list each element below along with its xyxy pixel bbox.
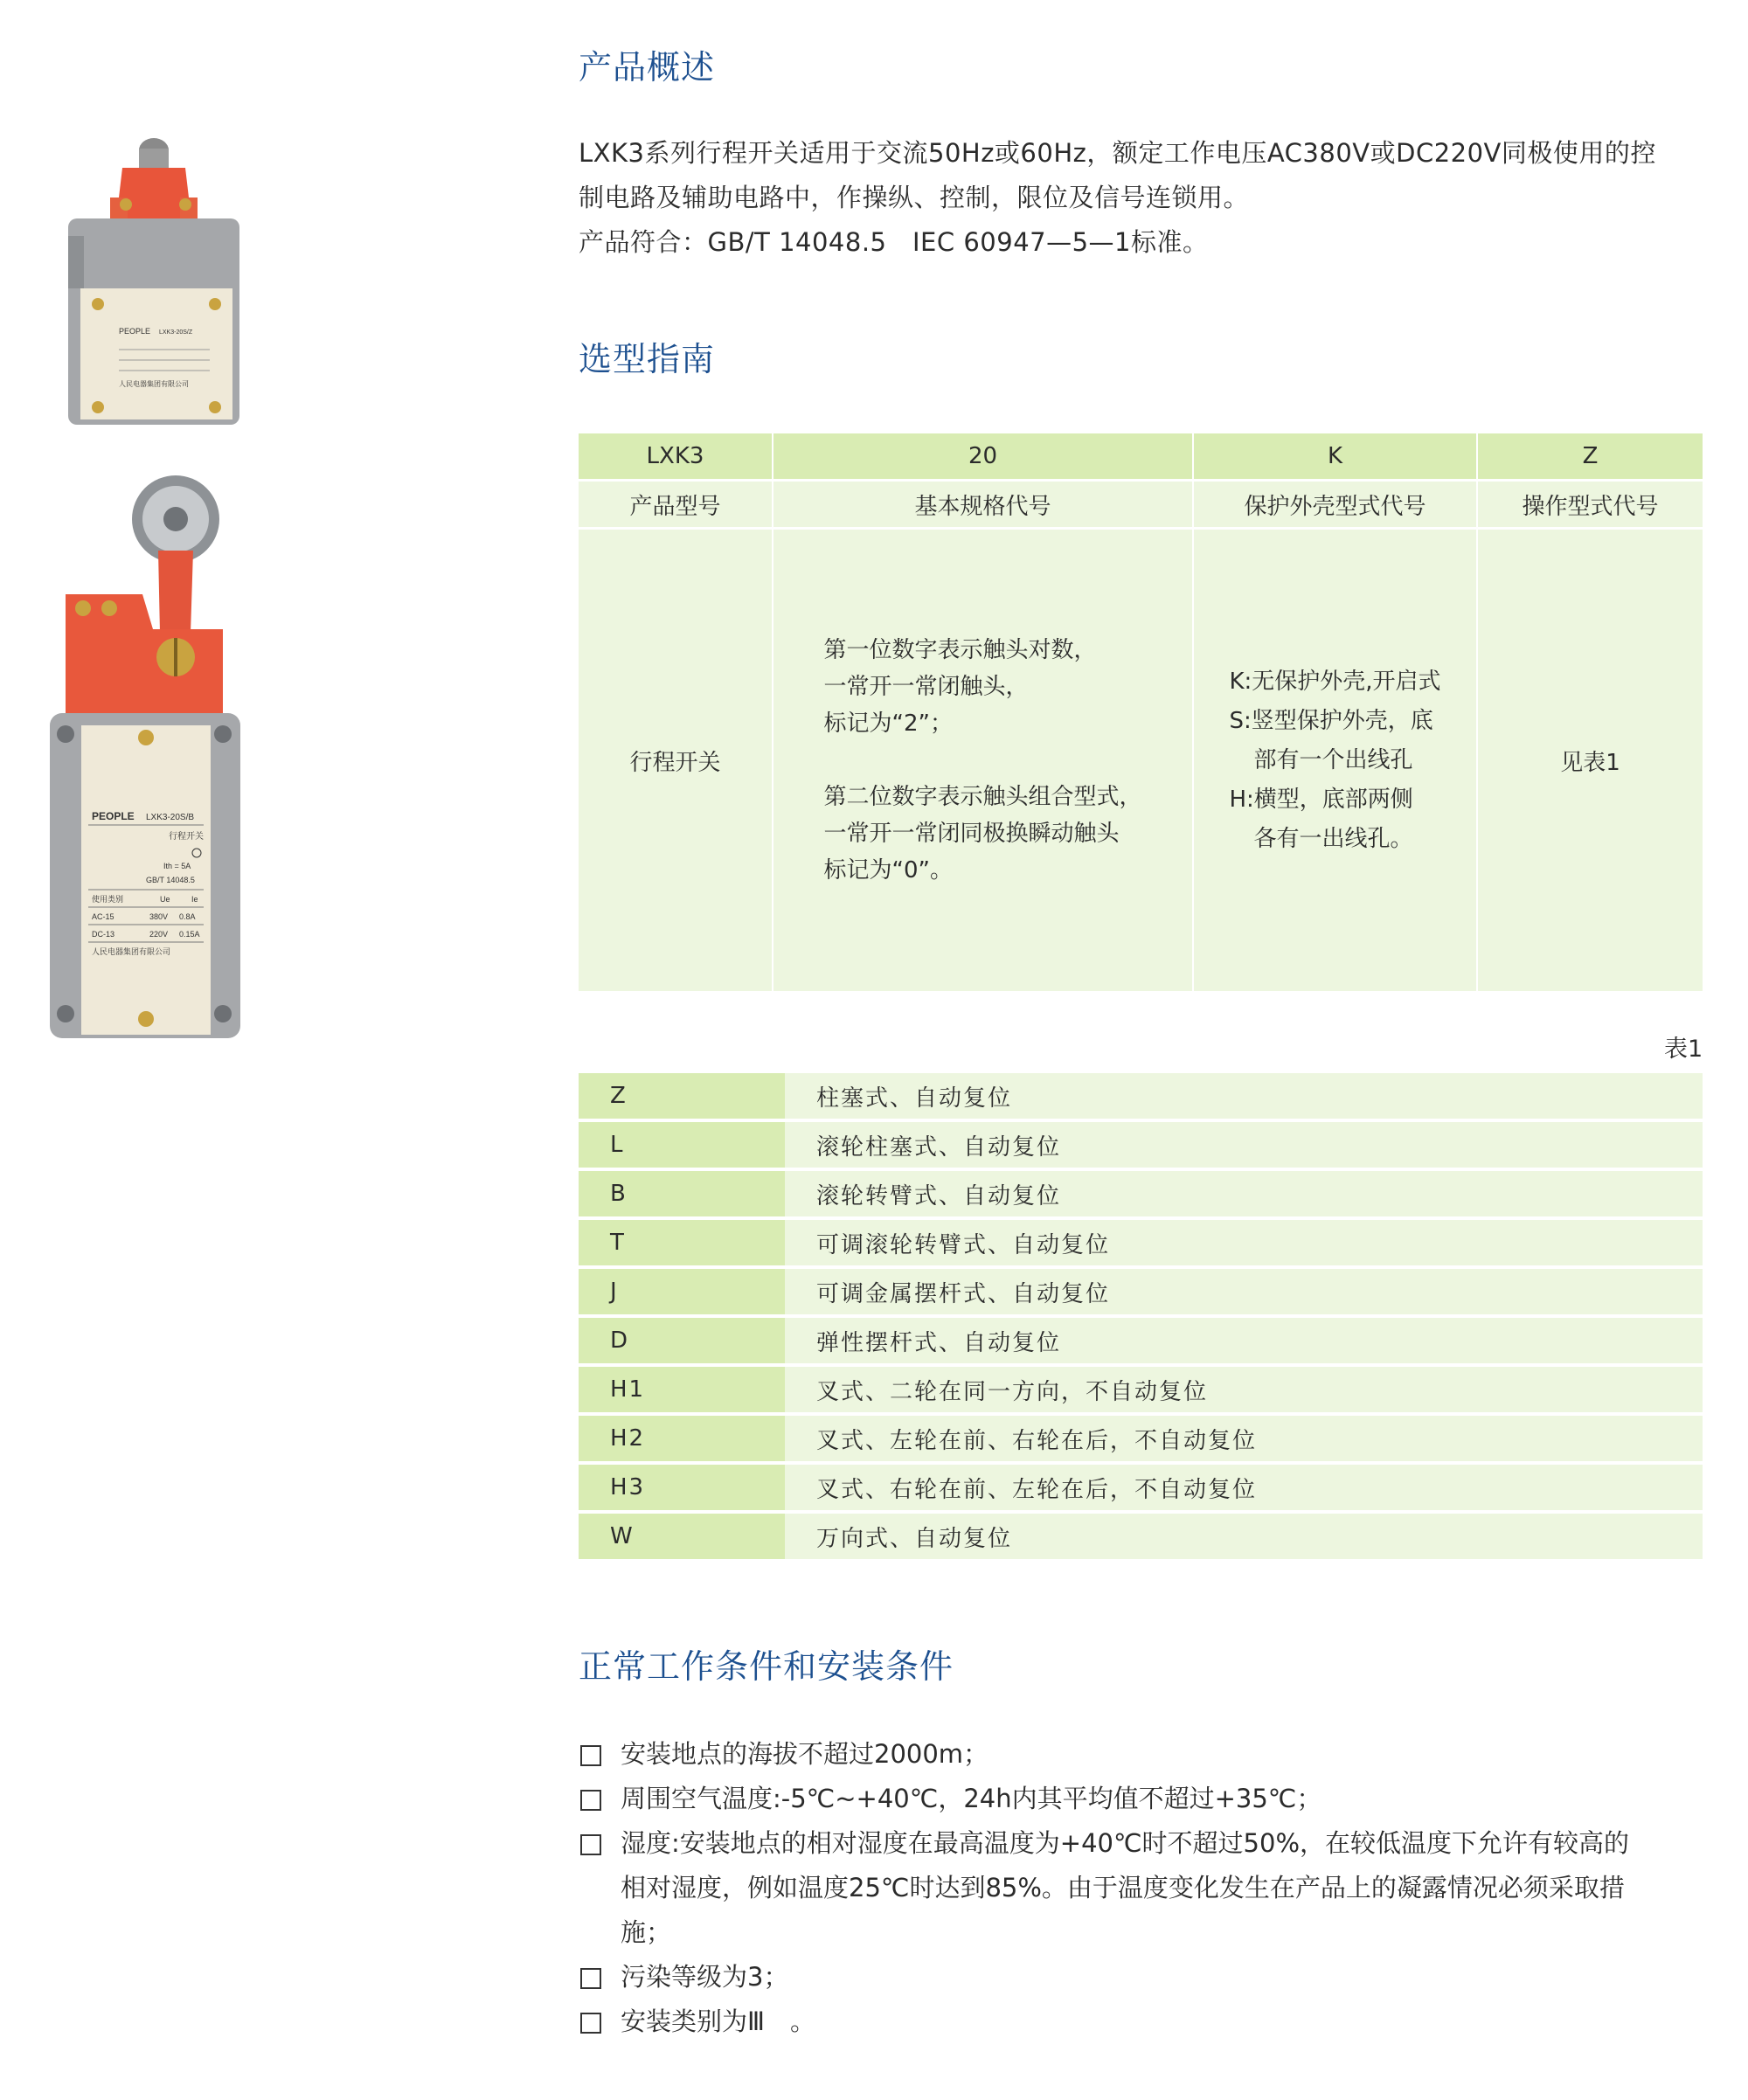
op-desc: 可调滚轮转臂式、自动复位 (785, 1218, 1703, 1267)
selection-table (579, 433, 1703, 991)
product2-ac-current: 0.8A (179, 912, 196, 921)
product1-model: LXK3-20S/Z (159, 329, 193, 336)
name-housing: 保护外壳型式代号 (1193, 481, 1477, 529)
table-row (579, 1316, 1703, 1365)
overview-line: 产品符合：GB/T 14048.5 IEC 60947—5—1标准。 (579, 227, 1209, 257)
code-operation: Z (1477, 433, 1703, 481)
detail-spec (773, 529, 1193, 992)
table-row (579, 1463, 1703, 1512)
op-code: D (579, 1316, 785, 1365)
op-code: B (579, 1169, 785, 1218)
op-code: H2 (579, 1414, 785, 1463)
housing-line: 部有一个出线孔 (1253, 746, 1413, 773)
product-image-plunger-switch (61, 131, 245, 428)
product1-company: 人民电器集团有限公司 (119, 380, 189, 388)
detail-product: 行程开关 (579, 529, 773, 992)
condition-line: 施； (621, 1917, 672, 1947)
product2-dc-voltage: 220V (149, 930, 169, 939)
op-desc: 滚轮转臂式、自动复位 (785, 1169, 1703, 1218)
operation-type-table (579, 1073, 1703, 1563)
detail-operation: 见表1 (1477, 529, 1703, 992)
condition-line: 安装地点的海拔不超过2000m； (621, 1739, 989, 1769)
product2-ue-label: Ue (160, 895, 170, 904)
op-code: L (579, 1120, 785, 1169)
op-desc: 弹性摆杆式、自动复位 (785, 1316, 1703, 1365)
list-item (579, 1821, 1715, 1955)
housing-line: H:横型，底部两侧 (1229, 786, 1413, 813)
detail-housing (1193, 529, 1477, 992)
selection-detail-row (579, 529, 1703, 992)
table-row (579, 1365, 1703, 1414)
code-product: LXK3 (579, 433, 773, 481)
condition-line: 湿度:安装地点的相对湿度在最高温度为+40℃时不超过50%，在较低温度下允许有较高的 (621, 1828, 1629, 1858)
table-row (579, 1414, 1703, 1463)
housing-line: K:无保护外壳,开启式 (1229, 668, 1441, 695)
op-desc: 可调金属摆杆式、自动复位 (785, 1267, 1703, 1316)
product2-model: LXK3-20S/B (146, 813, 195, 822)
op-desc: 滚轮柱塞式、自动复位 (785, 1120, 1703, 1169)
conditions-list (579, 1732, 1715, 2044)
selection-heading: 选型指南 (579, 340, 716, 378)
product-image-roller-lever-switch (48, 472, 258, 1040)
product2-name: 行程开关 (169, 832, 204, 842)
product2-standard: GB/T 14048.5 (146, 876, 195, 884)
product2-rating: Ith = 5A (163, 862, 191, 870)
conditions-heading: 正常工作条件和安装条件 (579, 1647, 954, 1686)
op-code: H3 (579, 1463, 785, 1512)
code-spec: 20 (773, 433, 1193, 481)
op-code: T (579, 1218, 785, 1267)
list-item (579, 2000, 1715, 2044)
product2-company: 人民电器集团有限公司 (92, 948, 171, 957)
product2-dc-current: 0.15A (179, 930, 200, 939)
name-spec: 基本规格代号 (773, 481, 1193, 529)
spec-spacer (823, 742, 1141, 779)
spec-line: 第二位数字表示触头组合型式， (823, 784, 1142, 810)
op-desc: 叉式、右轮在前、左轮在后，不自动复位 (785, 1463, 1703, 1512)
condition-line: 污染等级为3； (621, 1962, 789, 1992)
op-code: J (579, 1267, 785, 1316)
overview-line: 制电路及辅助电路中，作操纵、控制，限位及信号连锁用。 (579, 183, 1250, 212)
code-housing: K (1193, 433, 1477, 481)
checkbox-bullet-icon (580, 1834, 601, 1855)
op-desc: 柱塞式、自动复位 (785, 1073, 1703, 1120)
op-desc: 叉式、二轮在同一方向，不自动复位 (785, 1365, 1703, 1414)
table-row (579, 1073, 1703, 1120)
op-code: H1 (579, 1365, 785, 1414)
checkbox-bullet-icon (580, 1790, 601, 1811)
housing-line: S:竖型保护外壳，底 (1229, 707, 1433, 734)
table-row (579, 1169, 1703, 1218)
table-row (579, 1267, 1703, 1316)
checkbox-bullet-icon (580, 1968, 601, 1989)
spec-line: 标记为“0”。 (823, 857, 953, 884)
list-item (579, 1955, 1715, 2000)
spec-line: 一常开一常闭触头， (823, 674, 1029, 700)
op-desc: 叉式、左轮在前、右轮在后，不自动复位 (785, 1414, 1703, 1463)
list-item (579, 1732, 1715, 1777)
product2-ac-category: AC-15 (92, 912, 114, 921)
product1-brand: PEOPLE (119, 327, 151, 336)
spec-line: 标记为“2”； (823, 710, 953, 737)
overview-text (579, 131, 1715, 265)
condition-line: 安装类别为Ⅲ 。 (621, 2006, 815, 2036)
checkbox-bullet-icon (580, 1745, 601, 1766)
product2-ie-label: Ie (191, 895, 198, 904)
housing-line: 各有一出线孔。 (1253, 825, 1413, 852)
overview-heading: 产品概述 (579, 48, 716, 87)
table1-caption: 表1 (1664, 1036, 1703, 1063)
product2-category-label: 使用类别 (92, 896, 124, 904)
table-row (579, 1512, 1703, 1561)
product2-ac-voltage: 380V (149, 912, 169, 921)
spec-line: 一常开一常闭同极换瞬动触头 (823, 821, 1120, 847)
table-row (579, 1218, 1703, 1267)
op-desc: 万向式、自动复位 (785, 1512, 1703, 1561)
selection-code-row (579, 433, 1703, 481)
checkbox-bullet-icon (580, 2013, 601, 2034)
table-row (579, 1120, 1703, 1169)
product2-brand: PEOPLE (92, 810, 135, 822)
spec-line: 第一位数字表示触头对数， (823, 637, 1097, 663)
op-code: Z (579, 1073, 785, 1120)
name-product: 产品型号 (579, 481, 773, 529)
product2-dc-category: DC-13 (92, 930, 115, 939)
overview-line: LXK3系列行程开关适用于交流50Hz或60Hz，额定工作电压AC380V或DC220V同极使用的控 (579, 138, 1656, 168)
selection-name-row (579, 481, 1703, 529)
condition-line: 周围空气温度:-5℃~+40℃，24h内其平均值不超过+35℃； (621, 1784, 1322, 1813)
condition-line: 相对湿度，例如温度25℃时达到85%。由于温度变化发生在产品上的凝露情况必须采取措 (621, 1873, 1625, 1902)
name-operation: 操作型式代号 (1477, 481, 1703, 529)
list-item (579, 1777, 1715, 1821)
op-code: W (579, 1512, 785, 1561)
